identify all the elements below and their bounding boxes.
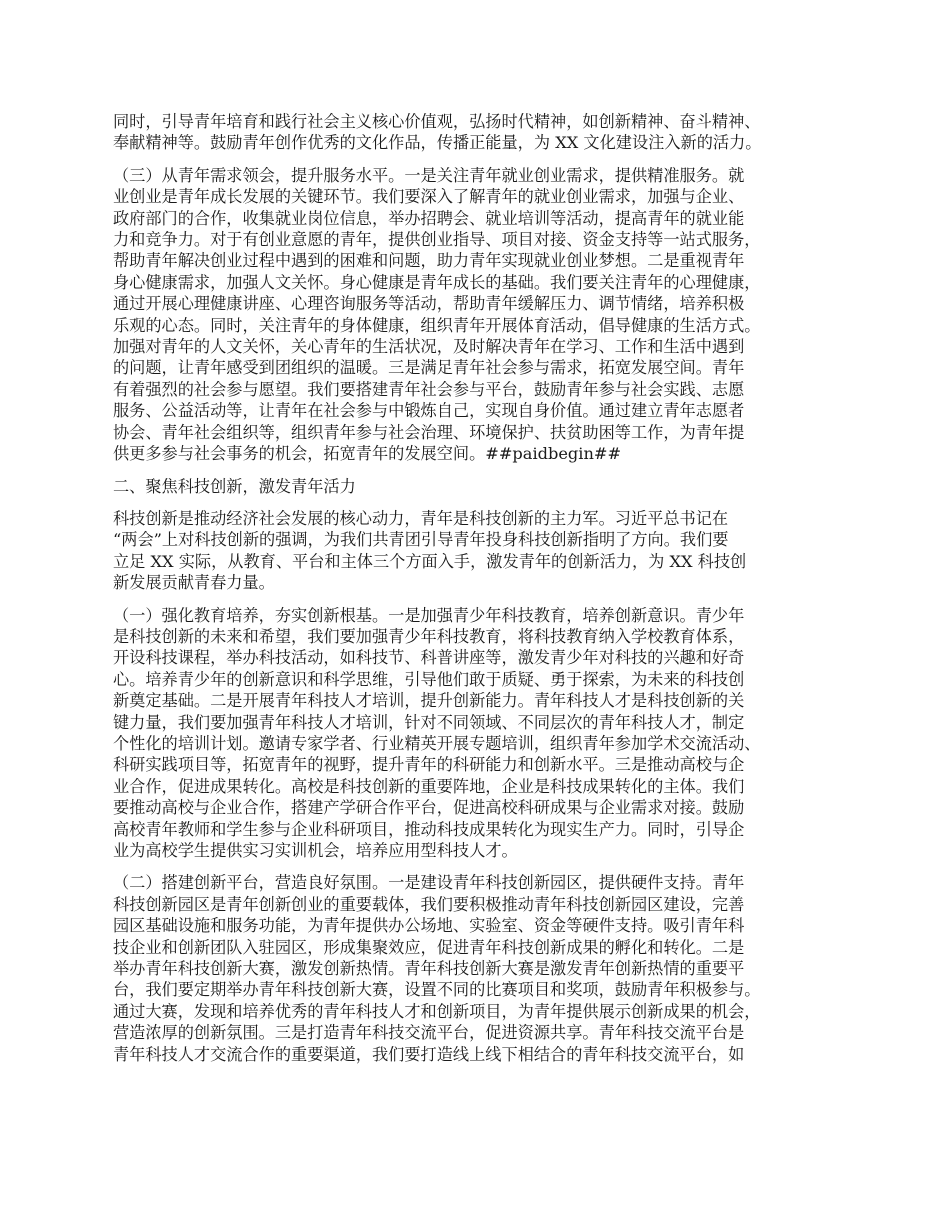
section-heading-tech-innovation: 二、聚焦科技创新，激发青年活力	[113, 476, 356, 496]
paragraph-youth-needs: （三）从青年需求领会，提升服务水平。一是关注青年就业创业需求，提供精准服务。就 业创业是青年成长发展的关键环节。我们要深入了解青年的就业创业需求，加强与企业、 政府部门的合作，收集就业岗位信息，举办招聘会、就业培训等活动，提高青年的就业能 力和竞争力。对于有创业意愿的青年，提供创业指导、项目对接、资金支持等一站式服务， 帮助青年解决创业过程中遇到的困难和问题，助力青年实现就业创业梦想。二是重视青年 身心健康需求，加强人文关怀。身心健康是青年成长的基础。我们要关注青年的心理健康， 通过开展心理健康讲座、心理咨询服务等活动，帮助青年缓解压力、调节情绪，培养积极 乐观的心态。同时，关注青年的身体健康，组织青年开展体育活动，倡导健康的生活方式。 加强对青年的人文关怀，关心青年的生活状况，及时解决青年在学习、工作和生活中遇到 的问题，让青年感受到团组织的温暖。三是满足青年社会参与需求，拓宽发展空间。青年 有着强烈的社会参与愿望。我们要搭建青年社会参与平台，鼓励青年参与社会实践、志愿 服务、公益活动等，让青年在社会参与中锻炼自己，实现自身价值。通过建立青年志愿者 协会、青年社会组织等，组织青年参与社会治理、环境保护、扶贫助困等工作，为青年提 供更多参与社会事务的机会，拓宽青年的发展空间。##paidbegin##	[113, 165, 761, 464]
paragraph-innovation-platform: （二）搭建创新平台，营造良好氛围。一是建设青年科技创新园区，提供硬件支持。青年 科技创新园区是青年创新创业的重要载体，我们要积极推动青年科技创新园区建设，完善 园区基础设施和服务功能，为青年提供办公场地、实验室、资金等硬件支持。吸引青年科 技企业和创新团队入驻园区，形成集聚效应，促进青年科技创新成果的孵化和转化。二是 举办青年科技创新大赛，激发创新热情。青年科技创新大赛是激发青年创新热情的重要平 台，我们要定期举办青年科技创新大赛，设置不同的比赛项目和奖项，鼓励青年积极参与。 通过大赛，发现和培养优秀的青年科技人才和创新项目，为青年提供展示创新成果的机会， 营造浓厚的创新氛围。三是打造青年科技交流平台，促进资源共享。青年科技交流平台是 青年科技人才交流合作的重要渠道，我们要打造线上线下相结合的青年科技交流平台，如	[113, 873, 761, 1064]
paragraph-tech-intro: 科技创新是推动经济社会发展的核心动力，青年是科技创新的主力军。习近平总书记在 “两会”上对科技创新的强调，为我们共青团引导青年投身科技创新指明了方向。我们要 立足 XX 实际，从教育、平台和主体三个方面入手，激发青年的创新活力，为 XX 科技创 新发展贡献青春力量。	[113, 508, 747, 593]
document-page	[113, 111, 858, 1076]
paragraph-education-training: （一）强化教育培养，夯实创新根基。一是加强青少年科技教育，培养创新意识。青少年 是科技创新的未来和希望，我们要加强青少年科技教育，将科技教育纳入学校教育体系， 开设科技课程，举办科技活动，如科技节、科普讲座等，激发青少年对科技的兴趣和好奇 心。培养青少年的创新意识和科学思维，引导他们敢于质疑、勇于探索，为未来的科技创 新奠定基础。二是开展青年科技人才培训，提升创新能力。青年科技人才是科技创新的关 键力量，我们要加强青年科技人才培训，针对不同领域、不同层次的青年科技人才，制定 个性化的培训计划。邀请专家学者、行业精英开展专题培训，组织青年参加学术交流活动、 科研实践项目等，拓宽青年的视野，提升青年的科研能力和创新水平。三是推动高校与企 业合作，促进成果转化。高校是科技创新的重要阵地，企业是科技成果转化的主体。我们 要推动高校与企业合作，搭建产学研合作平台，促进高校科研成果与企业需求对接。鼓励 高校青年教师和学生参与企业科研项目，推动科技成果转化为现实生产力。同时，引导企 业为高校学生提供实习实训机会，培养应用型科技人才。	[113, 605, 761, 860]
paragraph-culture: 同时，引导青年培育和践行社会主义核心价值观，弘扬时代精神，如创新精神、奋斗精神、 奉献精神等。鼓励青年创作优秀的文化作品，传播正能量，为 XX 文化建设注入新的活力。	[113, 112, 762, 153]
